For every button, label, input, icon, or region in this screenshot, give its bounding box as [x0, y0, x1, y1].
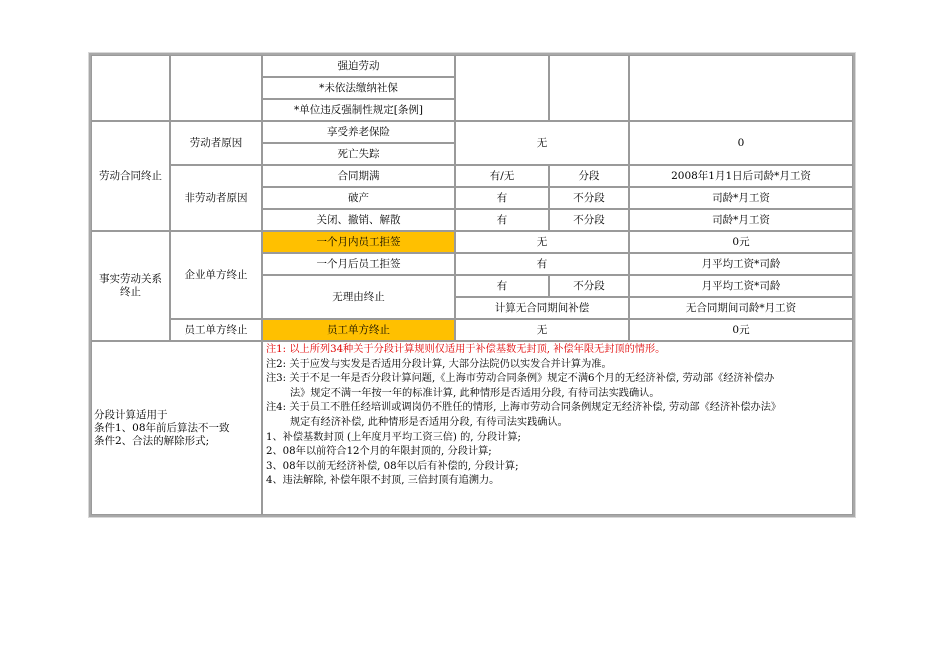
- note-2: 注2: 关于应发与实发是否适用分段计算, 大部分法院仍以实发合并计算为准。: [266, 358, 612, 370]
- point-2: 2、08年以前符合12个月的年限封顶的, 分段计算;: [266, 446, 492, 458]
- segment-note-line: 条件2、合法的解除形式;: [94, 434, 210, 447]
- closure-formula: 司龄*月工资: [629, 209, 853, 231]
- pension-cell: 享受养老保险: [262, 121, 455, 143]
- non-worker-reason-cell: 非劳动者原因: [170, 165, 262, 231]
- termination-label: 劳动合同终止: [91, 121, 170, 231]
- no-contract-formula: 无合同期间司龄*月工资: [629, 297, 853, 319]
- within-month-comp: 无: [455, 231, 629, 253]
- employee-comp: 无: [455, 319, 629, 341]
- forced-labor-cell: 强迫劳动: [262, 55, 455, 77]
- table-row: [91, 55, 853, 77]
- after-month-cell: 一个月后员工拒签: [262, 253, 455, 275]
- note-4: [266, 401, 850, 430]
- closure-seg: 不分段: [549, 209, 629, 231]
- employee-amount: 0元: [629, 319, 853, 341]
- blank-cell: [455, 55, 549, 121]
- note-3-line-a: 注3: 关于不足一年是否分段计算问题,《上海市劳动合同条例》规定不满6个月的无经济补偿, 劳动部《经济补偿办: [266, 373, 775, 385]
- contract-expiry-seg: 分段: [549, 165, 629, 187]
- note-4-line-a: 注4: 关于员工不胜任经培训或调岗仍不胜任的情形, 上海市劳动合同条例规定无经济补偿, 劳动部《经济补偿办法》: [266, 402, 782, 414]
- table-row: [91, 341, 853, 515]
- blank-cell: [629, 55, 853, 121]
- no-reason-seg: 不分段: [549, 275, 629, 297]
- worker-comp-cell: 无: [455, 121, 629, 165]
- worker-amount-cell: 0: [629, 121, 853, 165]
- no-reason-cell: 无理由终止: [262, 275, 455, 319]
- note-4-line-b: 规定有经济补偿, 此种情形是否适用分段, 有待司法实践确认。: [290, 416, 568, 428]
- closure-comp: 有: [455, 209, 549, 231]
- compensation-table: [89, 53, 855, 517]
- no-reason-comp: 有: [455, 275, 549, 297]
- table-row: [91, 231, 853, 253]
- no-contract-comp: 计算无合同期间补偿: [455, 297, 629, 319]
- point-1: 1、补偿基数封顶 (上年度月平均工资三倍) 的, 分段计算;: [266, 431, 521, 443]
- de-facto-label: 事实劳动关系终止: [91, 231, 170, 341]
- blank-cell: [91, 55, 170, 121]
- worker-reason-cell: 劳动者原因: [170, 121, 262, 165]
- point-3: 3、08年以前无经济补偿, 08年以后有补偿的, 分段计算;: [266, 460, 519, 472]
- after-month-formula: 月平均工资*司龄: [629, 253, 853, 275]
- blank-cell: [170, 55, 262, 121]
- within-month-amount: 0元: [629, 231, 853, 253]
- bankruptcy-comp: 有: [455, 187, 549, 209]
- note-3: [266, 372, 850, 401]
- bankruptcy-cell: 破产: [262, 187, 455, 209]
- bankruptcy-seg: 不分段: [549, 187, 629, 209]
- segment-note-cell: [91, 341, 262, 515]
- note-1: 注1: 以上所列34种关于分段计算规则仅适用于补偿基数无封顶, 补偿年限无封顶的情形。: [266, 344, 666, 355]
- table-row: [91, 319, 853, 341]
- no-social-insurance-cell: *未依法缴纳社保: [262, 77, 455, 99]
- employee-unilateral-cell: 员工单方终止: [170, 319, 262, 341]
- point-4: 4、违法解除, 补偿年限不封顶, 三倍封顶有追溯力。: [266, 475, 500, 487]
- within-month-cell: 一个月内员工拒签: [262, 231, 455, 253]
- table-row: [91, 165, 853, 187]
- employee-unilateral-highlight: 员工单方终止: [262, 319, 455, 341]
- after-month-comp: 有: [455, 253, 629, 275]
- no-reason-formula: 月平均工资*司龄: [629, 275, 853, 297]
- table-row: [91, 121, 853, 143]
- segment-note-line: 分段计算适用于: [94, 408, 168, 421]
- bankruptcy-formula: 司龄*月工资: [629, 187, 853, 209]
- employer-unilateral-cell: 企业单方终止: [170, 231, 262, 319]
- violates-rules-cell: *单位违反强制性规定[条例]: [262, 99, 455, 121]
- death-missing-cell: 死亡失踪: [262, 143, 455, 165]
- contract-expiry-cell: 合同期满: [262, 165, 455, 187]
- notes-cell: [262, 341, 853, 515]
- blank-cell: [549, 55, 629, 121]
- note-3-line-b: 法》规定不满一年按一年的标准计算, 此种情形是否适用分段, 有待司法实践确认。: [290, 387, 660, 399]
- contract-expiry-formula: 2008年1月1日后司龄*月工资: [629, 165, 853, 187]
- segment-note-line: 条件1、08年前后算法不一致: [94, 421, 230, 434]
- closure-cell: 关闭、撤销、解散: [262, 209, 455, 231]
- contract-expiry-comp: 有/无: [455, 165, 549, 187]
